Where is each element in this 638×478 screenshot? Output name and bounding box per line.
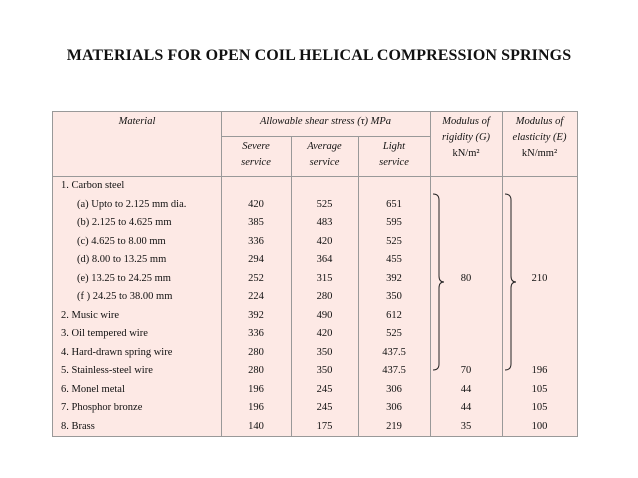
cell-light: 612 bbox=[386, 309, 402, 321]
cell-g: 44 bbox=[460, 383, 472, 395]
cell-light: 595 bbox=[386, 217, 402, 228]
cell-material: (d) 8.00 to 13.25 mm bbox=[77, 254, 167, 265]
cell-severe: 420 bbox=[248, 198, 264, 210]
header-rigidity: Modulus of rigidity (G) kN/m² bbox=[441, 116, 491, 159]
cell-severe: 392 bbox=[248, 309, 264, 321]
cell-average: 175 bbox=[316, 420, 333, 432]
cell-light: 651 bbox=[386, 198, 402, 210]
cell-material: 3. Oil tempered wire bbox=[61, 328, 148, 339]
cell-severe: 280 bbox=[248, 365, 264, 376]
cell-average: 364 bbox=[316, 254, 333, 265]
cell-material: 6. Monel metal bbox=[61, 383, 125, 395]
cell-light: 437.5 bbox=[382, 346, 406, 358]
cell-severe: 280 bbox=[248, 346, 264, 358]
cell-severe: 224 bbox=[248, 291, 264, 302]
cell-material: 7. Phosphor bronze bbox=[61, 402, 143, 413]
cell-average: 420 bbox=[316, 235, 333, 247]
cell-g: 80 bbox=[460, 272, 472, 284]
cell-average: 245 bbox=[316, 402, 333, 413]
cell-average: 350 bbox=[316, 365, 333, 376]
cell-material: 2. Music wire bbox=[61, 309, 120, 321]
cell-material: 8. Brass bbox=[61, 420, 95, 432]
cell-average: 280 bbox=[316, 291, 333, 302]
page-title: MATERIALS FOR OPEN COIL HELICAL COMPRESSION SPRINGS bbox=[66, 47, 572, 64]
cell-average: 350 bbox=[316, 346, 333, 358]
cell-average: 525 bbox=[316, 198, 333, 210]
header-material: Material bbox=[118, 116, 156, 127]
cell-e: 105 bbox=[531, 383, 548, 395]
cell-severe: 196 bbox=[248, 383, 264, 395]
cell-light: 219 bbox=[386, 420, 402, 432]
cell-average: 483 bbox=[316, 217, 333, 228]
cell-severe: 140 bbox=[248, 420, 264, 432]
cell-material: (f ) 24.25 to 38.00 mm bbox=[77, 291, 173, 302]
cell-light: 350 bbox=[386, 291, 402, 302]
cell-severe: 336 bbox=[248, 235, 264, 247]
cell-average: 245 bbox=[316, 383, 333, 395]
cell-average: 420 bbox=[316, 328, 333, 339]
cell-material: 4. Hard-drawn spring wire bbox=[61, 346, 173, 358]
materials-table bbox=[52, 111, 578, 437]
header-severe: Severe service bbox=[241, 141, 271, 168]
cell-severe: 336 bbox=[248, 328, 264, 339]
cell-light: 525 bbox=[386, 328, 402, 339]
cell-material: 1. Carbon steel bbox=[61, 180, 125, 191]
cell-light: 525 bbox=[386, 235, 402, 247]
cell-g: 44 bbox=[460, 402, 472, 413]
cell-material: (b) 2.125 to 4.625 mm bbox=[77, 217, 172, 228]
cell-e: 210 bbox=[531, 272, 548, 284]
cell-severe: 294 bbox=[248, 254, 264, 265]
cell-g: 70 bbox=[460, 365, 472, 376]
cell-average: 315 bbox=[316, 272, 333, 284]
header-light: Light service bbox=[379, 141, 409, 168]
cell-light: 392 bbox=[386, 272, 402, 284]
cell-severe: 252 bbox=[248, 272, 264, 284]
cell-e: 196 bbox=[531, 365, 548, 376]
cell-light: 306 bbox=[386, 383, 402, 395]
cell-average: 490 bbox=[316, 309, 333, 321]
cell-g: 35 bbox=[460, 420, 472, 432]
header-elasticity: Modulus of elasticity (E) kN/mm² bbox=[512, 116, 567, 159]
cell-material: (c) 4.625 to 8.00 mm bbox=[77, 235, 166, 247]
cell-e: 105 bbox=[531, 402, 548, 413]
cell-severe: 385 bbox=[248, 217, 264, 228]
cell-material: 5. Stainless-steel wire bbox=[61, 365, 153, 376]
cell-light: 455 bbox=[386, 254, 402, 265]
header-average: Average service bbox=[307, 141, 342, 168]
cell-severe: 196 bbox=[248, 402, 264, 413]
header-stress: Allowable shear stress (τ) MPa bbox=[259, 116, 392, 127]
cell-e: 100 bbox=[531, 420, 548, 432]
cell-light: 306 bbox=[386, 402, 402, 413]
cell-material: (e) 13.25 to 24.25 mm bbox=[77, 272, 171, 284]
cell-material: (a) Upto to 2.125 mm dia. bbox=[77, 198, 187, 210]
cell-light: 437.5 bbox=[382, 365, 406, 376]
